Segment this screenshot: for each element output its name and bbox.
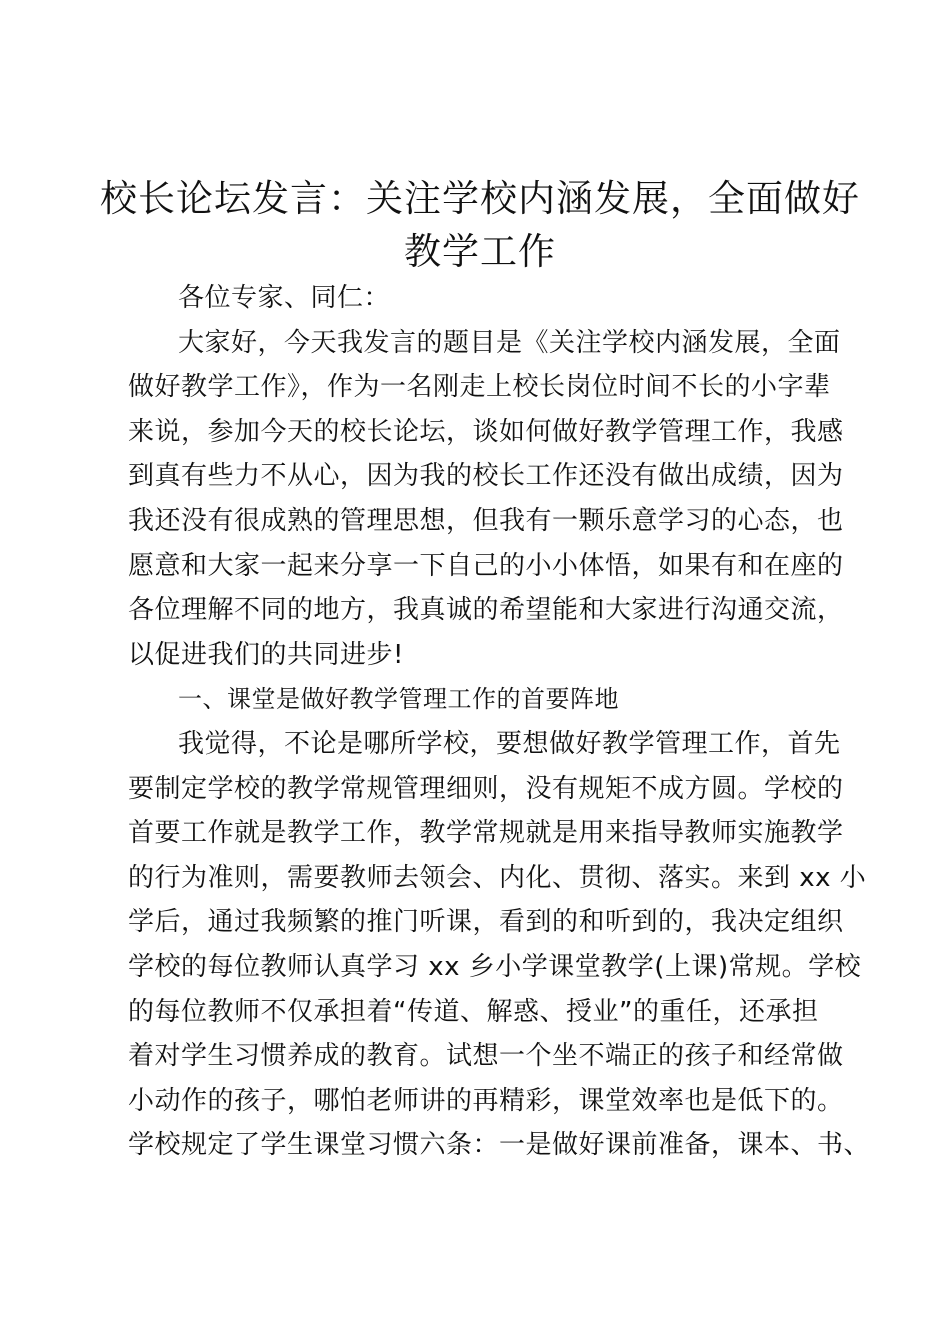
paragraph-line: 学后，通过我频繁的推门听课，看到的和听到的，我决定组织: [128, 907, 844, 938]
paragraph-line: 我觉得，不论是哪所学校，要想做好教学管理工作，首先: [178, 728, 841, 759]
paragraph-line: 做好教学工作》，作为一名刚走上校长岗位时间不长的小字辈: [128, 372, 831, 403]
paragraph-line: 学校规定了学生课堂习惯六条：一是做好课前准备，课本、书、: [128, 1130, 871, 1161]
paragraph-line: 的每位教师不仅承担着“传道、解惑、授业”的重任，还承担: [128, 996, 819, 1027]
title-line-1: 校长论坛发言：关注学校内涵发展，全面做好: [100, 177, 860, 220]
paragraph-line: 大家好，今天我发言的题目是《关注学校内涵发展，全面: [178, 327, 841, 358]
salutation: 各位专家、同仁：: [178, 283, 391, 313]
paragraph-line: 以促进我们的共同进步!: [128, 639, 404, 670]
document-body: [128, 276, 871, 1168]
paragraph-line: 要制定学校的教学常规管理细则，没有规矩不成方圆。学校的: [128, 773, 844, 804]
paragraph-line: 着对学生习惯养成的教育。试想一个坐不端正的孩子和经常做: [128, 1041, 844, 1072]
paragraph-line: 首要工作就是教学工作，教学常规就是用来指导教师实施教学: [128, 818, 844, 849]
paragraph-line: 的行为准则，需要教师去领会、内化、贯彻、落实。来到 xx 小: [128, 862, 867, 893]
section-heading: 一、课堂是做好教学管理工作的首要阵地: [178, 685, 619, 714]
paragraph-line: 小动作的孩子，哪怕老师讲的再精彩，课堂效率也是低下的。: [128, 1085, 844, 1116]
paragraph-line: 来说，参加今天的校长论坛，谈如何做好教学管理工作，我感: [128, 416, 844, 447]
paragraph-line: 我还没有很成熟的管理思想，但我有一颗乐意学习的心态，也: [128, 505, 844, 536]
paragraph-line: 各位理解不同的地方，我真诚的希望能和大家进行沟通交流，: [128, 595, 844, 626]
paragraph-line: 到真有些力不从心，因为我的校长工作还没有做出成绩，因为: [128, 461, 844, 492]
title-line-2: 教学工作: [404, 230, 556, 273]
paragraph-line: 愿意和大家一起来分享一下自己的小小体悟，如果有和在座的: [128, 550, 844, 581]
document-title: [100, 172, 860, 278]
paragraph-line: 学校的每位教师认真学习 xx 乡小学课堂教学(上课)常规。学校: [128, 951, 862, 982]
